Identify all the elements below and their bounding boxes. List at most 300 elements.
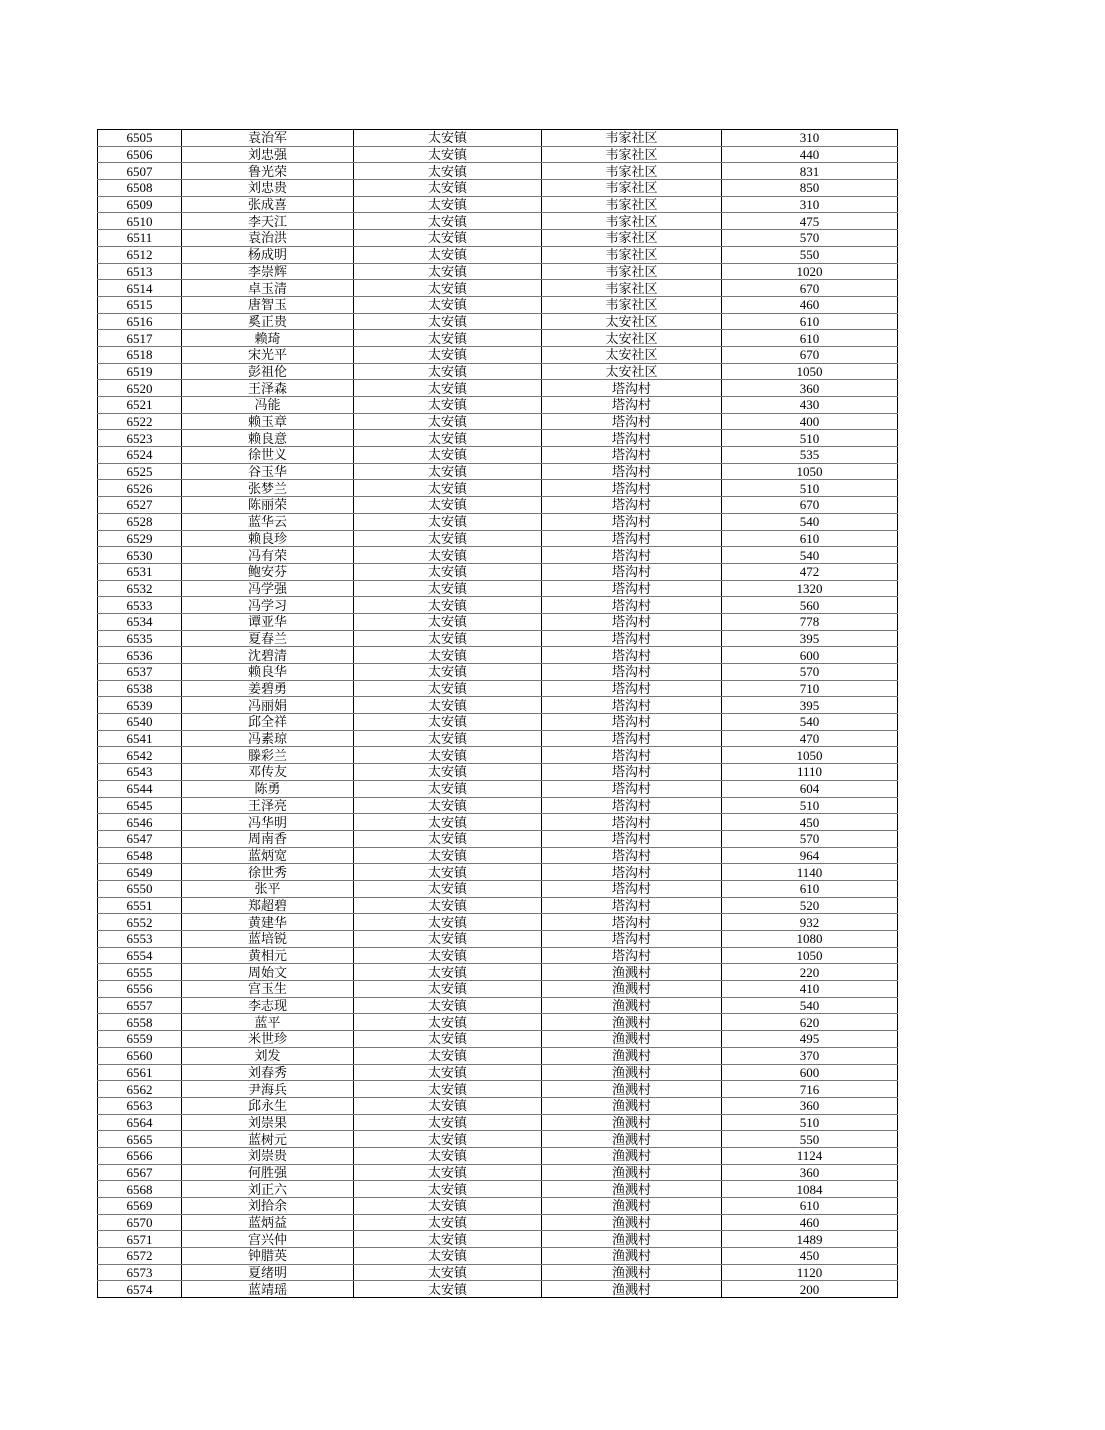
amount-cell: 610 bbox=[722, 530, 898, 547]
amount-cell: 570 bbox=[722, 664, 898, 681]
name-cell: 刘忠强 bbox=[182, 146, 354, 163]
name-cell: 刘拾余 bbox=[182, 1198, 354, 1215]
village-cell: 渔溅村 bbox=[542, 1147, 722, 1164]
name-cell: 蓝华云 bbox=[182, 513, 354, 530]
table-row bbox=[98, 1231, 898, 1248]
town-cell: 太安镇 bbox=[354, 430, 542, 447]
amount-cell: 550 bbox=[722, 246, 898, 263]
village-cell: 渔溅村 bbox=[542, 1064, 722, 1081]
village-cell: 塔沟村 bbox=[542, 447, 722, 464]
village-cell: 渔溅村 bbox=[542, 964, 722, 981]
town-cell: 太安镇 bbox=[354, 530, 542, 547]
village-cell: 渔溅村 bbox=[542, 1181, 722, 1198]
town-cell: 太安镇 bbox=[354, 547, 542, 564]
amount-cell: 1050 bbox=[722, 463, 898, 480]
name-cell: 赖琦 bbox=[182, 330, 354, 347]
village-cell: 渔溅村 bbox=[542, 1198, 722, 1215]
name-cell: 唐智玉 bbox=[182, 296, 354, 313]
town-cell: 太安镇 bbox=[354, 463, 542, 480]
table-row bbox=[98, 1281, 898, 1298]
town-cell: 太安镇 bbox=[354, 1031, 542, 1048]
village-cell: 韦家社区 bbox=[542, 180, 722, 197]
name-cell: 邱永生 bbox=[182, 1097, 354, 1114]
name-cell: 冯素琼 bbox=[182, 730, 354, 747]
serial-number-cell: 6528 bbox=[98, 513, 182, 530]
amount-cell: 535 bbox=[722, 447, 898, 464]
amount-cell: 831 bbox=[722, 163, 898, 180]
table-row bbox=[98, 747, 898, 764]
table-row bbox=[98, 914, 898, 931]
town-cell: 太安镇 bbox=[354, 997, 542, 1014]
serial-number-cell: 6530 bbox=[98, 547, 182, 564]
amount-cell: 370 bbox=[722, 1047, 898, 1064]
village-cell: 塔沟村 bbox=[542, 513, 722, 530]
town-cell: 太安镇 bbox=[354, 814, 542, 831]
town-cell: 太安镇 bbox=[354, 330, 542, 347]
village-cell: 渔溅村 bbox=[542, 997, 722, 1014]
village-cell: 渔溅村 bbox=[542, 1131, 722, 1148]
town-cell: 太安镇 bbox=[354, 196, 542, 213]
amount-cell: 716 bbox=[722, 1081, 898, 1098]
amount-cell: 1320 bbox=[722, 580, 898, 597]
serial-number-cell: 6510 bbox=[98, 213, 182, 230]
village-cell: 韦家社区 bbox=[542, 130, 722, 147]
amount-cell: 932 bbox=[722, 914, 898, 931]
serial-number-cell: 6542 bbox=[98, 747, 182, 764]
town-cell: 太安镇 bbox=[354, 296, 542, 313]
town-cell: 太安镇 bbox=[354, 180, 542, 197]
table-row bbox=[98, 1031, 898, 1048]
serial-number-cell: 6573 bbox=[98, 1264, 182, 1281]
town-cell: 太安镇 bbox=[354, 380, 542, 397]
village-cell: 塔沟村 bbox=[542, 931, 722, 948]
serial-number-cell: 6569 bbox=[98, 1198, 182, 1215]
amount-cell: 220 bbox=[722, 964, 898, 981]
village-cell: 渔溅村 bbox=[542, 1248, 722, 1265]
name-cell: 袁治洪 bbox=[182, 230, 354, 247]
data-table bbox=[97, 129, 898, 1298]
name-cell: 冯学习 bbox=[182, 597, 354, 614]
village-cell: 塔沟村 bbox=[542, 580, 722, 597]
village-cell: 塔沟村 bbox=[542, 847, 722, 864]
village-cell: 渔溅村 bbox=[542, 1014, 722, 1031]
town-cell: 太安镇 bbox=[354, 580, 542, 597]
table-row bbox=[98, 697, 898, 714]
town-cell: 太安镇 bbox=[354, 597, 542, 614]
serial-number-cell: 6550 bbox=[98, 880, 182, 897]
town-cell: 太安镇 bbox=[354, 947, 542, 964]
village-cell: 渔溅村 bbox=[542, 1264, 722, 1281]
amount-cell: 610 bbox=[722, 330, 898, 347]
name-cell: 刘崇果 bbox=[182, 1114, 354, 1131]
name-cell: 冯能 bbox=[182, 397, 354, 414]
table-row bbox=[98, 1114, 898, 1131]
table-row bbox=[98, 880, 898, 897]
table-row bbox=[98, 764, 898, 781]
village-cell: 塔沟村 bbox=[542, 547, 722, 564]
serial-number-cell: 6538 bbox=[98, 680, 182, 697]
name-cell: 姜碧勇 bbox=[182, 680, 354, 697]
serial-number-cell: 6534 bbox=[98, 613, 182, 630]
table-row bbox=[98, 981, 898, 998]
amount-cell: 400 bbox=[722, 413, 898, 430]
table-row bbox=[98, 931, 898, 948]
town-cell: 太安镇 bbox=[354, 130, 542, 147]
serial-number-cell: 6508 bbox=[98, 180, 182, 197]
village-cell: 塔沟村 bbox=[542, 530, 722, 547]
village-cell: 塔沟村 bbox=[542, 647, 722, 664]
village-cell: 塔沟村 bbox=[542, 597, 722, 614]
serial-number-cell: 6568 bbox=[98, 1181, 182, 1198]
serial-number-cell: 6515 bbox=[98, 296, 182, 313]
village-cell: 塔沟村 bbox=[542, 664, 722, 681]
town-cell: 太安镇 bbox=[354, 630, 542, 647]
name-cell: 郑超碧 bbox=[182, 897, 354, 914]
name-cell: 王泽亮 bbox=[182, 797, 354, 814]
town-cell: 太安镇 bbox=[354, 563, 542, 580]
village-cell: 塔沟村 bbox=[542, 797, 722, 814]
name-cell: 奚正贵 bbox=[182, 313, 354, 330]
serial-number-cell: 6536 bbox=[98, 647, 182, 664]
amount-cell: 310 bbox=[722, 196, 898, 213]
table-row bbox=[98, 1264, 898, 1281]
village-cell: 韦家社区 bbox=[542, 280, 722, 297]
name-cell: 赖良意 bbox=[182, 430, 354, 447]
serial-number-cell: 6549 bbox=[98, 864, 182, 881]
serial-number-cell: 6517 bbox=[98, 330, 182, 347]
town-cell: 太安镇 bbox=[354, 647, 542, 664]
table-row bbox=[98, 680, 898, 697]
amount-cell: 540 bbox=[722, 547, 898, 564]
serial-number-cell: 6563 bbox=[98, 1097, 182, 1114]
village-cell: 塔沟村 bbox=[542, 613, 722, 630]
town-cell: 太安镇 bbox=[354, 964, 542, 981]
town-cell: 太安镇 bbox=[354, 246, 542, 263]
village-cell: 渔溅村 bbox=[542, 1097, 722, 1114]
serial-number-cell: 6511 bbox=[98, 230, 182, 247]
name-cell: 蓝靖瑶 bbox=[182, 1281, 354, 1298]
name-cell: 王泽森 bbox=[182, 380, 354, 397]
town-cell: 太安镇 bbox=[354, 730, 542, 747]
town-cell: 太安镇 bbox=[354, 346, 542, 363]
table-row bbox=[98, 296, 898, 313]
town-cell: 太安镇 bbox=[354, 847, 542, 864]
town-cell: 太安镇 bbox=[354, 1264, 542, 1281]
serial-number-cell: 6572 bbox=[98, 1248, 182, 1265]
amount-cell: 604 bbox=[722, 780, 898, 797]
town-cell: 太安镇 bbox=[354, 1281, 542, 1298]
serial-number-cell: 6505 bbox=[98, 130, 182, 147]
amount-cell: 510 bbox=[722, 430, 898, 447]
serial-number-cell: 6546 bbox=[98, 814, 182, 831]
serial-number-cell: 6547 bbox=[98, 830, 182, 847]
table-row bbox=[98, 780, 898, 797]
table-row bbox=[98, 1181, 898, 1198]
amount-cell: 610 bbox=[722, 1198, 898, 1215]
table-row bbox=[98, 196, 898, 213]
table-row bbox=[98, 213, 898, 230]
amount-cell: 1020 bbox=[722, 263, 898, 280]
name-cell: 夏绪明 bbox=[182, 1264, 354, 1281]
village-cell: 太安社区 bbox=[542, 330, 722, 347]
amount-cell: 778 bbox=[722, 613, 898, 630]
table-row bbox=[98, 864, 898, 881]
town-cell: 太安镇 bbox=[354, 747, 542, 764]
name-cell: 鲁光荣 bbox=[182, 163, 354, 180]
table-row bbox=[98, 480, 898, 497]
serial-number-cell: 6525 bbox=[98, 463, 182, 480]
name-cell: 杨成明 bbox=[182, 246, 354, 263]
serial-number-cell: 6527 bbox=[98, 497, 182, 514]
amount-cell: 475 bbox=[722, 213, 898, 230]
table-row bbox=[98, 964, 898, 981]
name-cell: 刘忠贵 bbox=[182, 180, 354, 197]
name-cell: 冯学强 bbox=[182, 580, 354, 597]
town-cell: 太安镇 bbox=[354, 880, 542, 897]
name-cell: 邓传友 bbox=[182, 764, 354, 781]
amount-cell: 450 bbox=[722, 1248, 898, 1265]
village-cell: 塔沟村 bbox=[542, 730, 722, 747]
amount-cell: 510 bbox=[722, 480, 898, 497]
amount-cell: 1140 bbox=[722, 864, 898, 881]
village-cell: 渔溅村 bbox=[542, 1214, 722, 1231]
village-cell: 塔沟村 bbox=[542, 380, 722, 397]
table-row bbox=[98, 1248, 898, 1265]
table-row bbox=[98, 714, 898, 731]
serial-number-cell: 6571 bbox=[98, 1231, 182, 1248]
table-row bbox=[98, 664, 898, 681]
serial-number-cell: 6564 bbox=[98, 1114, 182, 1131]
town-cell: 太安镇 bbox=[354, 213, 542, 230]
serial-number-cell: 6562 bbox=[98, 1081, 182, 1098]
table-row bbox=[98, 346, 898, 363]
name-cell: 宫玉生 bbox=[182, 981, 354, 998]
name-cell: 鲍安芬 bbox=[182, 563, 354, 580]
name-cell: 张平 bbox=[182, 880, 354, 897]
town-cell: 太安镇 bbox=[354, 1064, 542, 1081]
town-cell: 太安镇 bbox=[354, 480, 542, 497]
town-cell: 太安镇 bbox=[354, 1114, 542, 1131]
table-row bbox=[98, 497, 898, 514]
name-cell: 刘春秀 bbox=[182, 1064, 354, 1081]
village-cell: 塔沟村 bbox=[542, 747, 722, 764]
amount-cell: 1124 bbox=[722, 1147, 898, 1164]
amount-cell: 460 bbox=[722, 296, 898, 313]
village-cell: 塔沟村 bbox=[542, 814, 722, 831]
amount-cell: 1120 bbox=[722, 1264, 898, 1281]
amount-cell: 600 bbox=[722, 647, 898, 664]
village-cell: 渔溅村 bbox=[542, 1231, 722, 1248]
serial-number-cell: 6551 bbox=[98, 897, 182, 914]
amount-cell: 360 bbox=[722, 1097, 898, 1114]
village-cell: 塔沟村 bbox=[542, 864, 722, 881]
town-cell: 太安镇 bbox=[354, 697, 542, 714]
serial-number-cell: 6553 bbox=[98, 931, 182, 948]
table-row bbox=[98, 397, 898, 414]
serial-number-cell: 6548 bbox=[98, 847, 182, 864]
name-cell: 冯有荣 bbox=[182, 547, 354, 564]
name-cell: 张成喜 bbox=[182, 196, 354, 213]
table-row bbox=[98, 997, 898, 1014]
name-cell: 赖良华 bbox=[182, 664, 354, 681]
name-cell: 刘崇贵 bbox=[182, 1147, 354, 1164]
serial-number-cell: 6566 bbox=[98, 1147, 182, 1164]
town-cell: 太安镇 bbox=[354, 163, 542, 180]
town-cell: 太安镇 bbox=[354, 931, 542, 948]
village-cell: 韦家社区 bbox=[542, 146, 722, 163]
serial-number-cell: 6554 bbox=[98, 947, 182, 964]
amount-cell: 610 bbox=[722, 880, 898, 897]
name-cell: 宋光平 bbox=[182, 346, 354, 363]
table-row bbox=[98, 1064, 898, 1081]
town-cell: 太安镇 bbox=[354, 1131, 542, 1148]
serial-number-cell: 6567 bbox=[98, 1164, 182, 1181]
table-row bbox=[98, 1131, 898, 1148]
village-cell: 渔溅村 bbox=[542, 1081, 722, 1098]
serial-number-cell: 6561 bbox=[98, 1064, 182, 1081]
village-cell: 塔沟村 bbox=[542, 480, 722, 497]
village-cell: 塔沟村 bbox=[542, 497, 722, 514]
table-row bbox=[98, 563, 898, 580]
town-cell: 太安镇 bbox=[354, 1164, 542, 1181]
name-cell: 夏春兰 bbox=[182, 630, 354, 647]
village-cell: 塔沟村 bbox=[542, 897, 722, 914]
table-body bbox=[98, 130, 898, 1298]
table-row bbox=[98, 530, 898, 547]
table-row bbox=[98, 613, 898, 630]
serial-number-cell: 6524 bbox=[98, 447, 182, 464]
serial-number-cell: 6545 bbox=[98, 797, 182, 814]
table-row bbox=[98, 1097, 898, 1114]
village-cell: 塔沟村 bbox=[542, 413, 722, 430]
town-cell: 太安镇 bbox=[354, 1231, 542, 1248]
name-cell: 徐世义 bbox=[182, 447, 354, 464]
name-cell: 蓝平 bbox=[182, 1014, 354, 1031]
amount-cell: 1489 bbox=[722, 1231, 898, 1248]
village-cell: 韦家社区 bbox=[542, 163, 722, 180]
table-row bbox=[98, 146, 898, 163]
amount-cell: 510 bbox=[722, 1114, 898, 1131]
serial-number-cell: 6526 bbox=[98, 480, 182, 497]
amount-cell: 1080 bbox=[722, 931, 898, 948]
amount-cell: 600 bbox=[722, 1064, 898, 1081]
name-cell: 蓝炳宽 bbox=[182, 847, 354, 864]
village-cell: 塔沟村 bbox=[542, 880, 722, 897]
table-row bbox=[98, 730, 898, 747]
serial-number-cell: 6574 bbox=[98, 1281, 182, 1298]
amount-cell: 510 bbox=[722, 797, 898, 814]
village-cell: 渔溅村 bbox=[542, 1164, 722, 1181]
town-cell: 太安镇 bbox=[354, 714, 542, 731]
village-cell: 韦家社区 bbox=[542, 296, 722, 313]
village-cell: 塔沟村 bbox=[542, 714, 722, 731]
table-row bbox=[98, 1047, 898, 1064]
table-row bbox=[98, 580, 898, 597]
amount-cell: 495 bbox=[722, 1031, 898, 1048]
town-cell: 太安镇 bbox=[354, 397, 542, 414]
serial-number-cell: 6531 bbox=[98, 563, 182, 580]
amount-cell: 710 bbox=[722, 680, 898, 697]
serial-number-cell: 6558 bbox=[98, 1014, 182, 1031]
name-cell: 沈碧清 bbox=[182, 647, 354, 664]
town-cell: 太安镇 bbox=[354, 497, 542, 514]
name-cell: 周南香 bbox=[182, 830, 354, 847]
town-cell: 太安镇 bbox=[354, 313, 542, 330]
village-cell: 渔溅村 bbox=[542, 1031, 722, 1048]
table-row bbox=[98, 1081, 898, 1098]
amount-cell: 460 bbox=[722, 1214, 898, 1231]
town-cell: 太安镇 bbox=[354, 1081, 542, 1098]
serial-number-cell: 6560 bbox=[98, 1047, 182, 1064]
name-cell: 米世珍 bbox=[182, 1031, 354, 1048]
name-cell: 袁治军 bbox=[182, 130, 354, 147]
amount-cell: 360 bbox=[722, 1164, 898, 1181]
serial-number-cell: 6535 bbox=[98, 630, 182, 647]
serial-number-cell: 6507 bbox=[98, 163, 182, 180]
table-row bbox=[98, 1214, 898, 1231]
town-cell: 太安镇 bbox=[354, 797, 542, 814]
village-cell: 渔溅村 bbox=[542, 1047, 722, 1064]
name-cell: 滕彩兰 bbox=[182, 747, 354, 764]
amount-cell: 310 bbox=[722, 130, 898, 147]
amount-cell: 570 bbox=[722, 230, 898, 247]
village-cell: 韦家社区 bbox=[542, 230, 722, 247]
serial-number-cell: 6529 bbox=[98, 530, 182, 547]
amount-cell: 1050 bbox=[722, 947, 898, 964]
name-cell: 谷玉华 bbox=[182, 463, 354, 480]
amount-cell: 200 bbox=[722, 1281, 898, 1298]
amount-cell: 620 bbox=[722, 1014, 898, 1031]
name-cell: 李天江 bbox=[182, 213, 354, 230]
table-row bbox=[98, 163, 898, 180]
amount-cell: 1050 bbox=[722, 363, 898, 380]
table-row bbox=[98, 830, 898, 847]
serial-number-cell: 6570 bbox=[98, 1214, 182, 1231]
amount-cell: 850 bbox=[722, 180, 898, 197]
serial-number-cell: 6523 bbox=[98, 430, 182, 447]
table-row bbox=[98, 947, 898, 964]
name-cell: 赖良珍 bbox=[182, 530, 354, 547]
serial-number-cell: 6544 bbox=[98, 780, 182, 797]
serial-number-cell: 6512 bbox=[98, 246, 182, 263]
serial-number-cell: 6540 bbox=[98, 714, 182, 731]
town-cell: 太安镇 bbox=[354, 413, 542, 430]
table-row bbox=[98, 263, 898, 280]
village-cell: 太安社区 bbox=[542, 346, 722, 363]
town-cell: 太安镇 bbox=[354, 981, 542, 998]
amount-cell: 470 bbox=[722, 730, 898, 747]
amount-cell: 472 bbox=[722, 563, 898, 580]
serial-number-cell: 6543 bbox=[98, 764, 182, 781]
serial-number-cell: 6541 bbox=[98, 730, 182, 747]
amount-cell: 395 bbox=[722, 697, 898, 714]
amount-cell: 550 bbox=[722, 1131, 898, 1148]
serial-number-cell: 6520 bbox=[98, 380, 182, 397]
table-row bbox=[98, 1164, 898, 1181]
serial-number-cell: 6557 bbox=[98, 997, 182, 1014]
amount-cell: 450 bbox=[722, 814, 898, 831]
table-row bbox=[98, 380, 898, 397]
amount-cell: 670 bbox=[722, 346, 898, 363]
village-cell: 渔溅村 bbox=[542, 981, 722, 998]
amount-cell: 670 bbox=[722, 497, 898, 514]
name-cell: 蓝培锐 bbox=[182, 931, 354, 948]
amount-cell: 395 bbox=[722, 630, 898, 647]
table-row bbox=[98, 647, 898, 664]
serial-number-cell: 6521 bbox=[98, 397, 182, 414]
table-row bbox=[98, 547, 898, 564]
name-cell: 何胜强 bbox=[182, 1164, 354, 1181]
